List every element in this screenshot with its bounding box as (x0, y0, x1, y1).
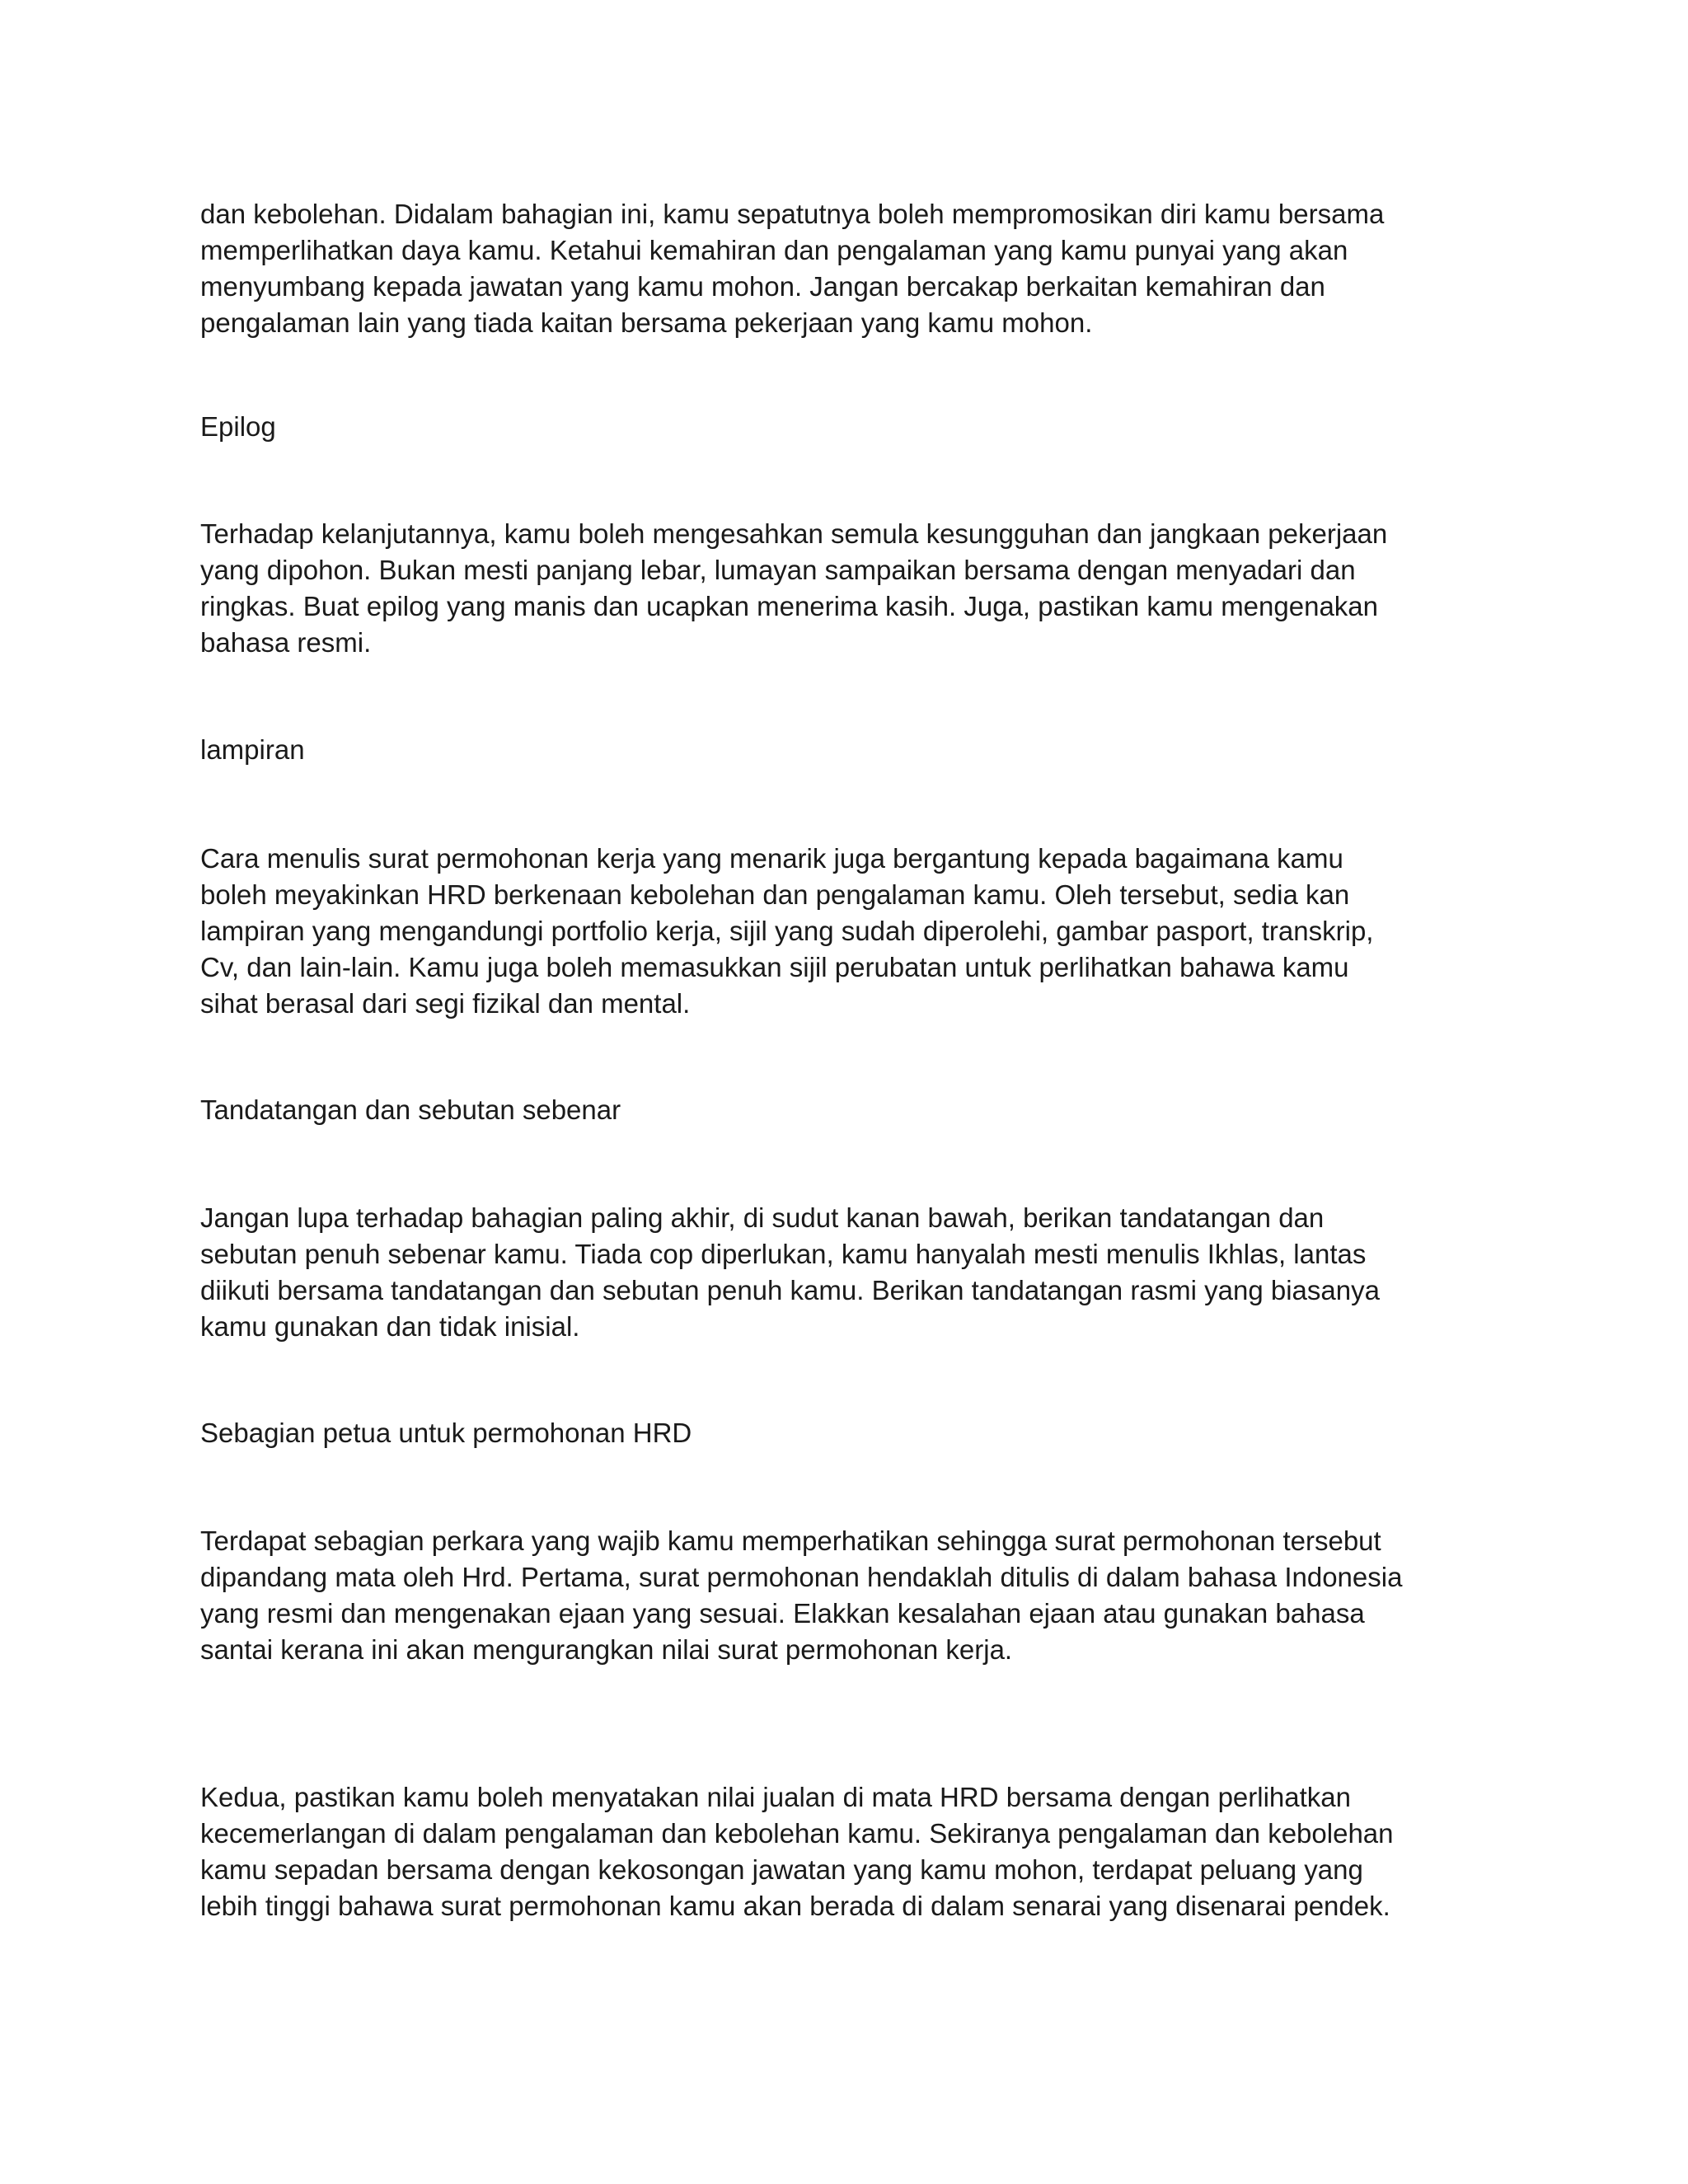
heading-lampiran: lampiran (200, 734, 305, 765)
paragraph-kebolehan: dan kebolehan. Didalam bahagian ini, kamu sepatutnya boleh mempromosikan diri kamu bersama memperlihatkan daya kamu. Ketahui kemahiran dan pengalaman yang kamu punyai yang akan menyumbang kepada jawatan yang kamu mohon. Jangan bercakap berkaitan kemahiran dan pengalaman lain yang tiada kaitan bersama pekerjaan yang kamu mohon. (200, 199, 1385, 338)
paragraph-petua-pertama: Terdapat sebagian perkara yang wajib kamu memperhatikan sehingga surat permohonan tersebut dipandang mata oleh Hrd. Pertama, surat permohonan hendaklah ditulis di dalam bahasa Indonesia yang resmi dan mengenakan ejaan yang sesuai. Elakkan kesalahan ejaan atau gunakan bahasa santai kerana ini akan mengurangkan nilai surat permohonan kerja. (200, 1526, 1403, 1665)
heading-tandatangan: Tandatangan dan sebutan sebenar (200, 1094, 621, 1125)
paragraph-petua-kedua: Kedua, pastikan kamu boleh menyatakan nilai jualan di mata HRD bersama dengan perlihatkan kecemerlangan di dalam pengalaman dan kebolehan kamu. Sekiranya pengalaman dan kebolehan kamu sepadan bersama dengan kekosongan jawatan yang kamu mohon, terdapat peluang yang lebih tinggi bahawa surat permohonan kamu akan berada di dalam senarai yang disenarai pendek. (200, 1782, 1394, 1921)
heading-petua: Sebagian petua untuk permohonan HRD (200, 1418, 692, 1448)
paragraph-lampiran: Cara menulis surat permohonan kerja yang menarik juga bergantung kepada bagaimana kamu boleh meyakinkan HRD berkenaan kebolehan dan pengalaman kamu. Oleh tersebut, sedia kan lampiran yang mengandungi portfolio kerja, sijil yang sudah diperolehi, gambar pasport, transkrip, Cv, dan lain-lain. Kamu juga boleh memasukkan sijil perubatan untuk perlihatkan bahawa kamu sihat berasal dari segi fizikal dan mental. (200, 843, 1374, 1019)
paragraph-epilog: Terhadap kelanjutannya, kamu boleh mengesahkan semula kesungguhan dan jangkaan pekerjaan yang dipohon. Bukan mesti panjang lebar, lumayan sampaikan bersama dengan menyadari dan ringkas. Buat epilog yang manis dan ucapkan menerima kasih. Juga, pastikan kamu mengenakan bahasa resmi. (200, 518, 1388, 658)
heading-epilog: Epilog (200, 411, 276, 442)
paragraph-tandatangan: Jangan lupa terhadap bahagian paling akhir, di sudut kanan bawah, berikan tandatangan dan sebutan penuh sebenar kamu. Tiada cop diperlukan, kamu hanyalah mesti menulis Ikhlas, lantas diikuti bersama tandatangan dan sebutan penuh kamu. Berikan tandatangan rasmi yang biasanya kamu gunakan dan tidak inisial. (200, 1202, 1380, 1342)
